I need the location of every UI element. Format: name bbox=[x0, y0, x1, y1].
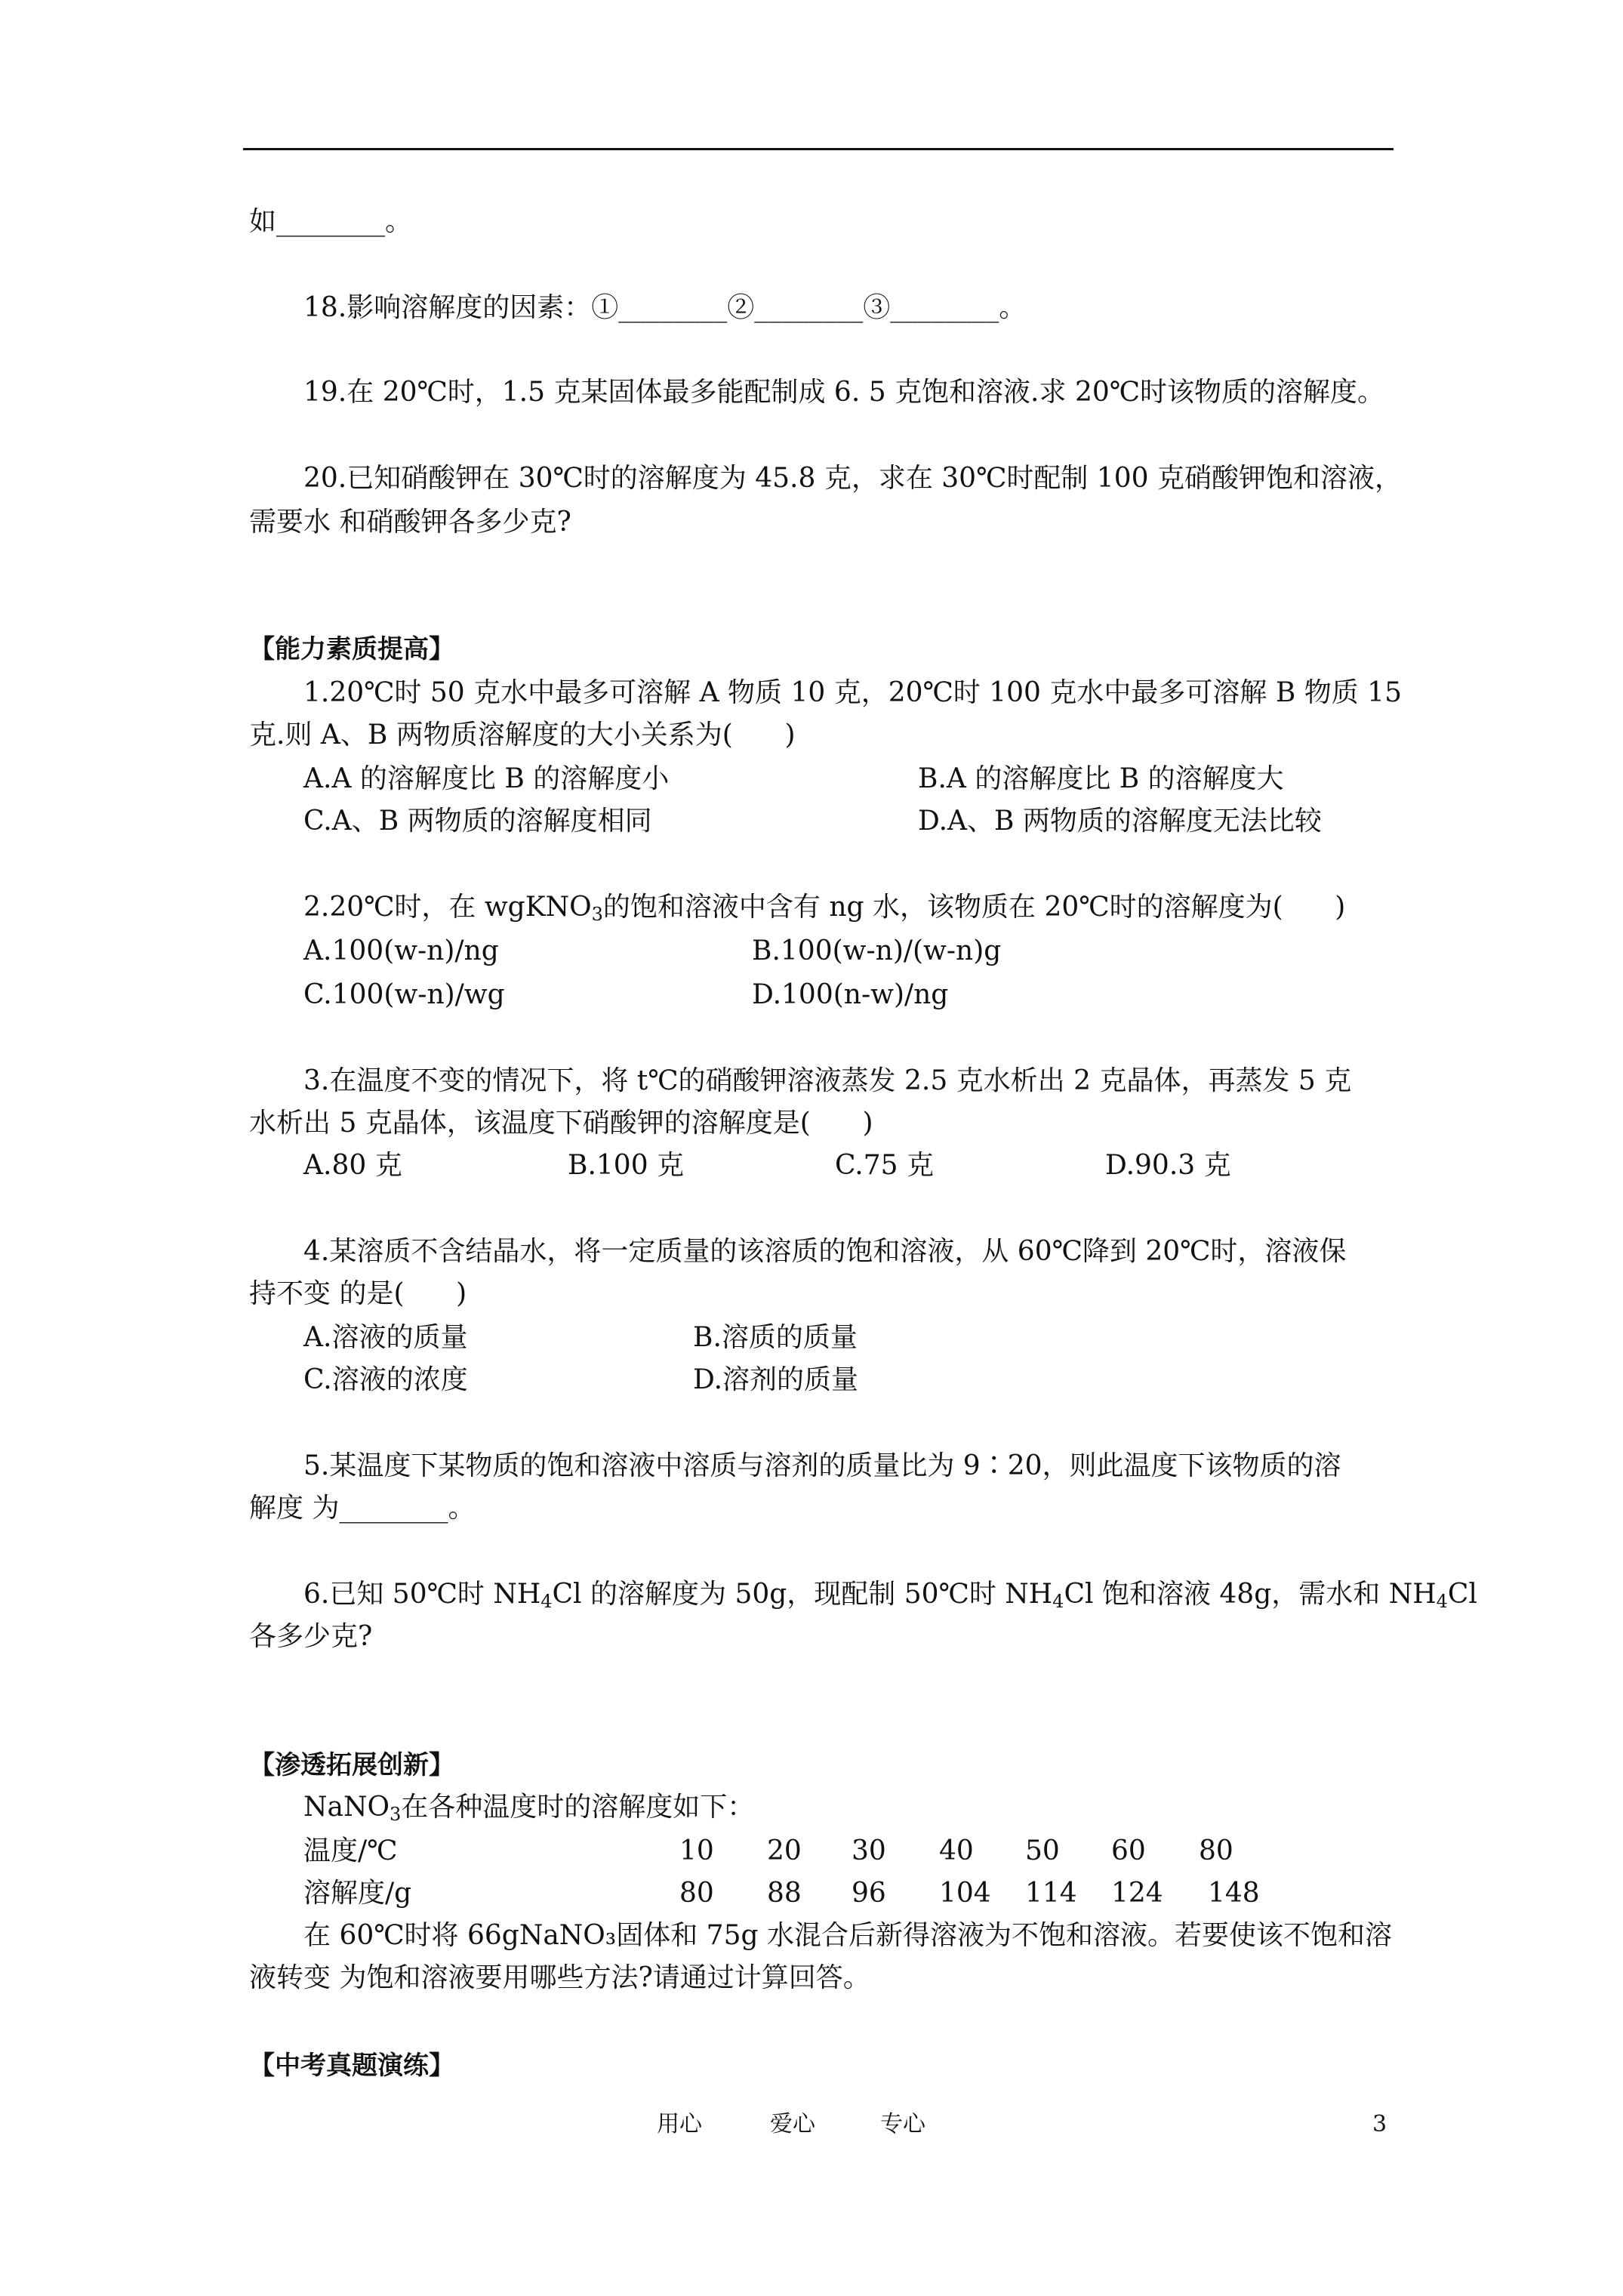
page-number: 3 bbox=[1372, 2111, 1387, 2137]
question-20-line2: 需要水 和硝酸钾各多少克? bbox=[249, 507, 571, 538]
s1-q4-line2: 持不变 的是( ) bbox=[249, 1278, 467, 1309]
s2-table-cell: 50 bbox=[1025, 1835, 1060, 1866]
s1-q3-option-c: C.75 克 bbox=[835, 1150, 934, 1181]
footer-motto-3: 专心 bbox=[880, 2111, 925, 2137]
line-continuation: 如________。 bbox=[249, 206, 413, 237]
s1-q3-option-a: A.80 克 bbox=[303, 1150, 402, 1181]
s2-question-line2: 液转变 为饱和溶液要用哪些方法?请通过计算回答。 bbox=[249, 1962, 870, 1993]
question-18: 18.影响溶解度的因素：①________②________③________。 bbox=[303, 292, 1027, 323]
section-title-ability: 【能力素质提高】 bbox=[249, 634, 454, 664]
question-19: 19.在 20℃时，1.5 克某固体最多能配制成 6. 5 克饱和溶液.求 20℃时该物质的溶解度。 bbox=[303, 377, 1385, 408]
s1-q4-option-a: A.溶液的质量 bbox=[303, 1322, 468, 1353]
s1-q3-line1: 3.在温度不变的情况下，将 t℃的硝酸钾溶液蒸发 2.5 克水析出 2 克晶体，再蒸发 5 克 bbox=[303, 1065, 1352, 1096]
s1-q6-line1: 6.已知 50℃时 $NH_4Cl$ 的溶解度为 50g，现配制 50℃时 $NH_4Cl$ 饱和溶液 48g，需水和 $NH_4Cl$ bbox=[303, 1579, 1477, 1612]
footer-motto-2: 爱心 bbox=[770, 2111, 815, 2137]
s2-table-cell: 80 bbox=[679, 1878, 714, 1909]
s2-table-cell: 80 bbox=[1199, 1835, 1233, 1866]
s2-table-cell: 114 bbox=[1025, 1878, 1077, 1909]
s2-table-cell: 104 bbox=[939, 1878, 991, 1909]
footer-motto-1: 用心 bbox=[657, 2111, 702, 2137]
s2-table-cell: 96 bbox=[852, 1878, 886, 1909]
s1-q4-option-d: D.溶剂的质量 bbox=[693, 1364, 859, 1395]
s1-q2-option-b: B.100(w-n)/(w-n)g bbox=[752, 935, 1002, 966]
s1-q2-line1: 2.20℃时，在 wgKNO$_3$的饱和溶液中含有 ng 水，该物质在 20℃时的溶解度为( ) bbox=[303, 892, 1346, 925]
header-rule bbox=[243, 148, 1394, 150]
s1-q3-option-b: B.100 克 bbox=[568, 1150, 685, 1181]
question-20-line1: 20.已知硝酸钾在 30℃时的溶解度为 45.8 克，求在 30℃时配制 100 克硝酸钾饱和溶液， bbox=[303, 463, 1402, 494]
s2-table-cell: 148 bbox=[1208, 1878, 1260, 1909]
s2-table-cell: 124 bbox=[1111, 1878, 1163, 1909]
s1-q1-option-a: A.A 的溶解度比 B 的溶解度小 bbox=[303, 763, 670, 794]
s1-q3-line2: 水析出 5 克晶体，该温度下硝酸钾的溶解度是( ) bbox=[249, 1108, 873, 1139]
s1-q5-line2: 解度 为________。 bbox=[249, 1493, 476, 1524]
s1-q1-option-d: D.A、B 两物质的溶解度无法比较 bbox=[918, 806, 1322, 837]
s2-table-row1-label: 温度/℃ bbox=[303, 1835, 398, 1866]
s2-question-line1: 在 60℃时将 66gNaNO₃固体和 75g 水混合后新得溶液为不饱和溶液。若要使该不饱和溶 bbox=[303, 1920, 1392, 1951]
section-title-exam: 【中考真题演练】 bbox=[249, 2051, 454, 2081]
s1-q6-line2: 各多少克? bbox=[249, 1621, 373, 1652]
s2-table-cell: 88 bbox=[767, 1878, 802, 1909]
s1-q4-option-c: C.溶液的浓度 bbox=[303, 1364, 468, 1395]
s2-table-cell: 20 bbox=[767, 1835, 802, 1866]
section-title-extension: 【渗透拓展创新】 bbox=[249, 1750, 454, 1780]
s2-table-cell: 30 bbox=[852, 1835, 886, 1866]
s1-q4-option-b: B.溶质的质量 bbox=[693, 1322, 858, 1353]
s1-q4-line1: 4.某溶质不含结晶水，将一定质量的该溶质的饱和溶液，从 60℃降到 20℃时，溶液保 bbox=[303, 1236, 1347, 1267]
s1-q2-option-c: C.100(w-n)/wg bbox=[303, 979, 505, 1010]
s2-table-row2-label: 溶解度/g bbox=[303, 1878, 412, 1909]
s1-q1-option-b: B.A 的溶解度比 B 的溶解度大 bbox=[918, 763, 1284, 794]
s1-q1-line2: 克.则 A、B 两物质溶解度的大小关系为( ) bbox=[249, 720, 796, 750]
s1-q1-line1: 1.20℃时 50 克水中最多可溶解 A 物质 10 克，20℃时 100 克水中最多可溶解 B 物质 15 bbox=[303, 677, 1402, 708]
s1-q1-option-c: C.A、B 两物质的溶解度相同 bbox=[303, 806, 652, 837]
s1-q3-option-d: D.90.3 克 bbox=[1105, 1150, 1231, 1181]
s1-q5-line1: 5.某温度下某物质的饱和溶液中溶质与溶剂的质量比为 9∶20，则此温度下该物质的溶 bbox=[303, 1450, 1341, 1481]
s2-table-cell: 40 bbox=[939, 1835, 974, 1866]
s1-q2-option-d: D.100(n-w)/ng bbox=[752, 979, 949, 1010]
s2-table-cell: 60 bbox=[1111, 1835, 1146, 1866]
s2-intro: NaNO$_3$在各种温度时的溶解度如下： bbox=[303, 1792, 755, 1825]
s1-q2-option-a: A.100(w-n)/ng bbox=[303, 935, 499, 966]
s2-table-cell: 10 bbox=[679, 1835, 714, 1866]
